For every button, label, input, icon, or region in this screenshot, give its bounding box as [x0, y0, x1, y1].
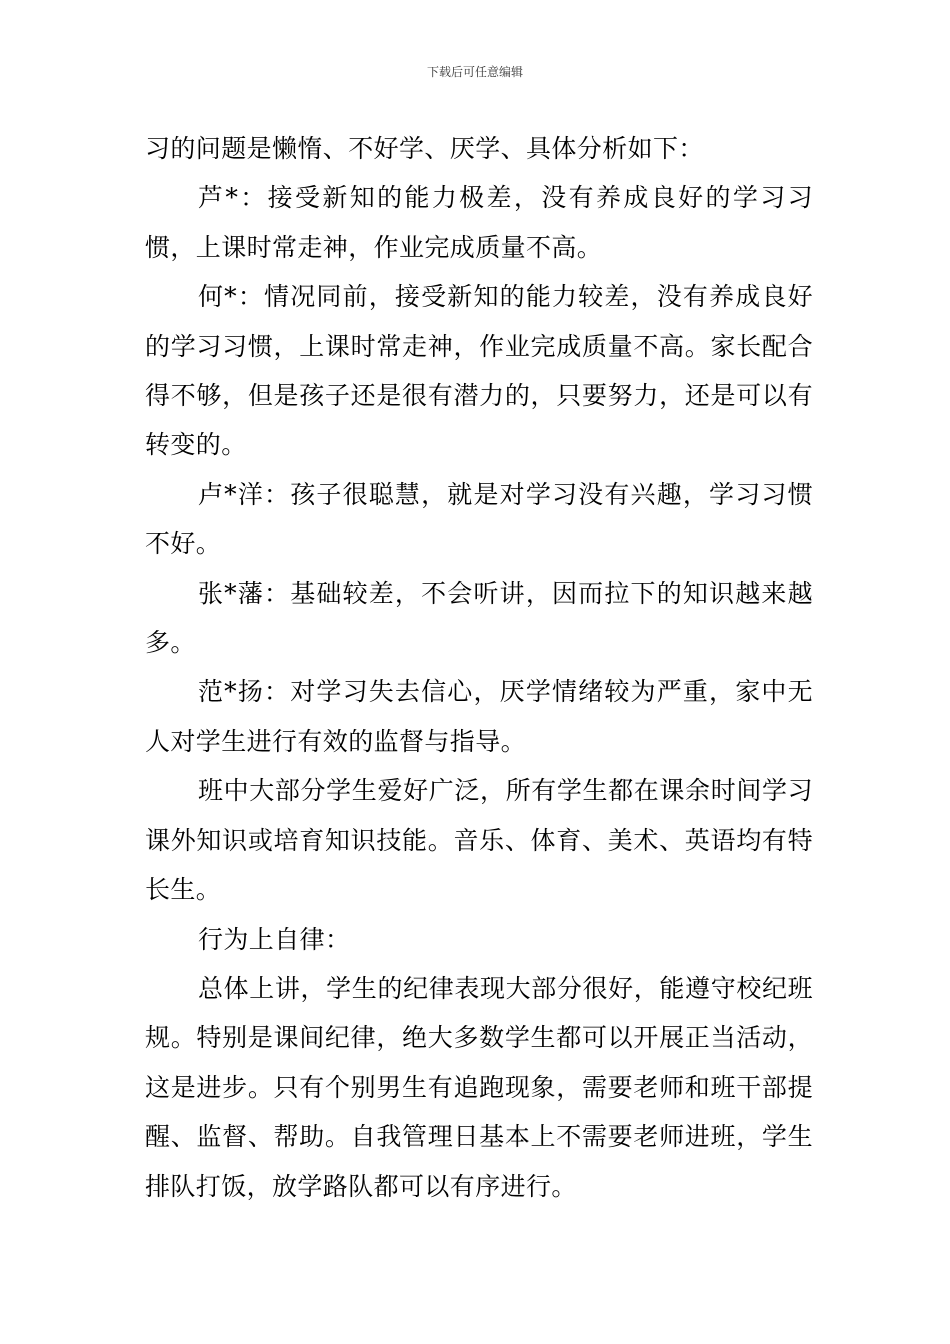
paragraph-continuation: 习的问题是懒惰、不好学、厌学、具体分析如下： — [145, 134, 704, 163]
paragraph-behavior-heading: 行为上自律： — [198, 924, 351, 954]
paragraph-student-lu-yang: 卢*洋：孩子很聪慧，就是对学习没有兴趣，学习习惯不好。 — [145, 479, 813, 559]
paragraph-student-he: 何*：情况同前，接受新知的能力较差，没有养成良好的学习习惯，上课时常走神，作业完成质量不高。家长配合得不够，但是孩子还是很有潜力的，只要努力，还是可以有转变的。 — [145, 282, 813, 460]
page-header: 下载后可任意编辑 — [426, 65, 523, 79]
paragraph-student-lu: 芦*：接受新知的能力极差，没有养成良好的学习习惯，上课时常走神，作业完成质量不高。 — [145, 183, 813, 262]
paragraph-hobbies: 班中大部分学生爱好广泛，所有学生都在课余时间学习课外知识或培育知识技能。音乐、体育、美术、英语均有特长生。 — [145, 776, 813, 905]
paragraph-student-fan: 范*扬：对学习失去信心，厌学情绪较为严重，家中无人对学生进行有效的监督与指导。 — [145, 677, 813, 756]
document-body — [145, 124, 813, 1211]
paragraph-discipline: 总体上讲，学生的纪律表现大部分很好，能遵守校纪班规。特别是课间纪律，绝大多数学生都可以开展正当活动，这是进步。只有个别男生有追跑现象，需要老师和班干部提醒、监督、帮助。自我管理日基本上不需要老师进班，学生排队打饭，放学路队都可以有序进行。 — [145, 973, 813, 1201]
paragraph-student-zhang: 张*藩：基础较差，不会听讲，因而拉下的知识越来越多。 — [145, 578, 813, 658]
